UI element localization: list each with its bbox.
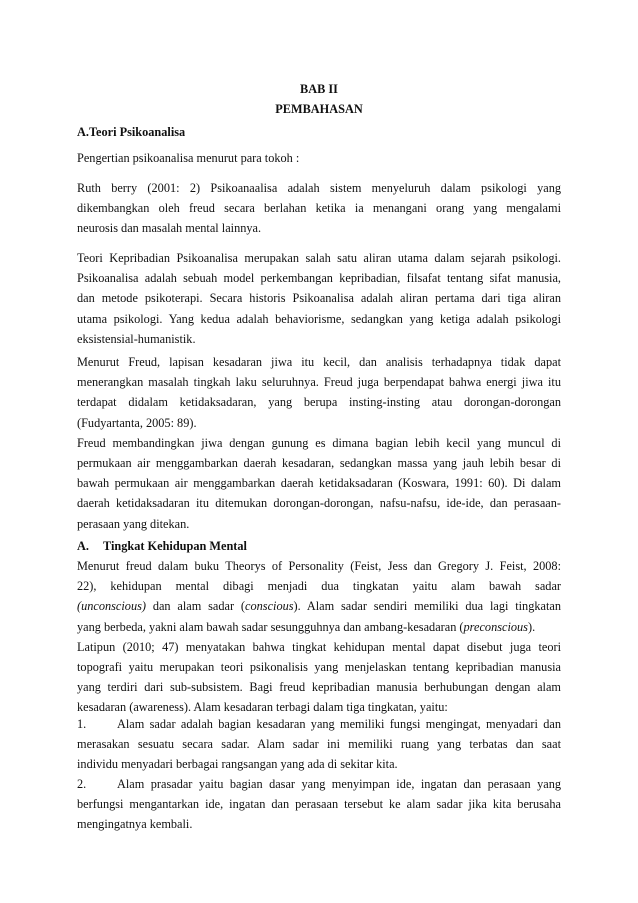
text-line: berfungsi mengantarkan ide, ingatan dan perasaan tersebut ke alam sadar jika kita berusaha [77,797,561,812]
text-line: daerah ketidaksadaran itu ditemukan dorongan-dorongan, nafsu-nafsu, ide-ide, dan perasaan- [77,496,561,511]
text-line: mengingatnya kembali. [77,817,193,832]
text-line: bawah permukaan air menggambarkan daerah ketidaksadaran (Koswara, 1991: 60). Di dalam [77,476,561,491]
text-line: terdapat didalam ketidaksadaran, yang berupa insting-insting atau dorongan-dorongan [77,395,561,410]
text-line: dan metode psikoterapi. Secara historis Psikoanalisa adalah aliran pertama dari tiga aliran [77,291,561,306]
text-line: Psikoanalisa adalah sebuah model perkembangan kepribadian, filsafat tentang sifat manusia, [77,271,561,286]
section-b-heading [77,536,561,556]
text-line: perasaan yang ditekan. [77,516,190,531]
paragraph-teori-kepribadian [77,248,561,349]
text-line: Latipun (2010; 47) menyatakan bahwa tingkat kehidupan mental dapat disebut juga teori [77,639,561,654]
chapter-title: PEMBAHASAN [275,102,363,116]
text-line: Freud membandingkan jiwa dengan gunung es dimana bagian lebih kecil yang muncul di [77,435,561,450]
text-line: neurosis dan masalah mental lainnya. [77,221,262,236]
list-item-1 [77,714,561,775]
list-number: 1. [77,717,87,731]
paragraph-ruth-berry [77,178,561,239]
italic-term: (unconscious) [77,599,146,614]
text-line: Menurut freud dalam buku Theorys of Personality (Feist, Jess dan Gregory J. Feist, 2008: [77,559,561,573]
text-run: ). Alam sadar sendiri memiliki dua lagi tingkatan [293,599,561,614]
section-b-number: A. [77,539,89,553]
text-line: (Fudyartanta, 2005: 89). [77,415,197,430]
text-line: eksistensial-humanistik. [77,331,196,346]
text-run: Alam prasadar yaitu bagian dasar yang menyimpan ide, ingatan dan perasaan yang [117,777,561,791]
text-line: menerangkan masalah tingkah laku seluruhnya. Freud juga berpendapat bahwa energi jiwa itu [77,375,561,390]
text-line: dikembangkan oleh freud secara berlahan ketika ia menangani orang yang mengalami [77,201,561,216]
text-run: ). [527,619,536,634]
text-run: Alam sadar adalah bagian kesadaran yang memiliki fungsi mengingat, menyadari dan [117,717,561,731]
list-item-2 [77,774,561,835]
chapter-label: BAB II [300,82,338,96]
text-line: yang terdiri dari sub-subsistem. Bagi freud kepribadian manusia berhubungan dengan alam [77,680,561,695]
text-line: permukaan air menggambarkan daerah kesadaran, sedangkan massa yang jauh lebih besar di [77,456,561,471]
section-a-title: A.Teori Psikoanalisa [77,125,186,139]
section-a-intro [77,148,561,168]
section-b-title: Tingkat Kehidupan Mental [103,539,247,553]
text-line: kesadaran (awareness). Alam kesadaran terbagi dalam tiga tingkatan, yaitu: [77,700,448,715]
list-number: 2. [77,777,87,791]
text-line [77,714,561,734]
text-line: Menurut Freud, lapisan kesadaran jiwa itu kecil, dan analisis terhadapnya tidak dapat [77,355,561,369]
text-line: Teori Kepribadian Psikoanalisa merupakan salah satu aliran utama dalam sejarah psikologi. [77,251,561,265]
italic-term: conscious [245,599,294,614]
paragraph-tingkat-kehidupan [77,556,561,718]
text-line: individu menyadari berbagai rangsangan yang ada di sekitar kita. [77,757,398,772]
intro-text: Pengertian psikoanalisa menurut para tokoh : [77,151,300,165]
text-run: dan alam sadar ( [145,599,246,614]
text-line [77,596,561,616]
text-run: yang berbeda, yakni alam bawah sadar sesungguhnya dan ambang-kesadaran ( [77,619,464,634]
text-line: 22), kehidupan mental dibagi menjadi dua tingkatan yaitu alam bawah sadar [77,579,561,594]
text-line [77,617,561,637]
text-line: utama psikologi. Yang kedua adalah behaviorisme, sedangkan yang ketiga adalah psikologi [77,311,561,326]
text-line [77,774,561,794]
paragraph-menurut-freud [77,352,561,534]
text-line: merasakan sesuatu secara sadar. Alam sadar ini memiliki ruang yang terbatas dan saat [77,737,561,752]
text-line: Ruth berry (2001: 2) Psikoanaalisa adalah sistem menyeluruh dalam psikologi yang [77,181,561,195]
italic-term: preconscious [463,619,528,634]
text-line: topografi yaitu merupakan teori psikonalisis yang menjelaskan tentang kepribadian manusia [77,660,561,675]
